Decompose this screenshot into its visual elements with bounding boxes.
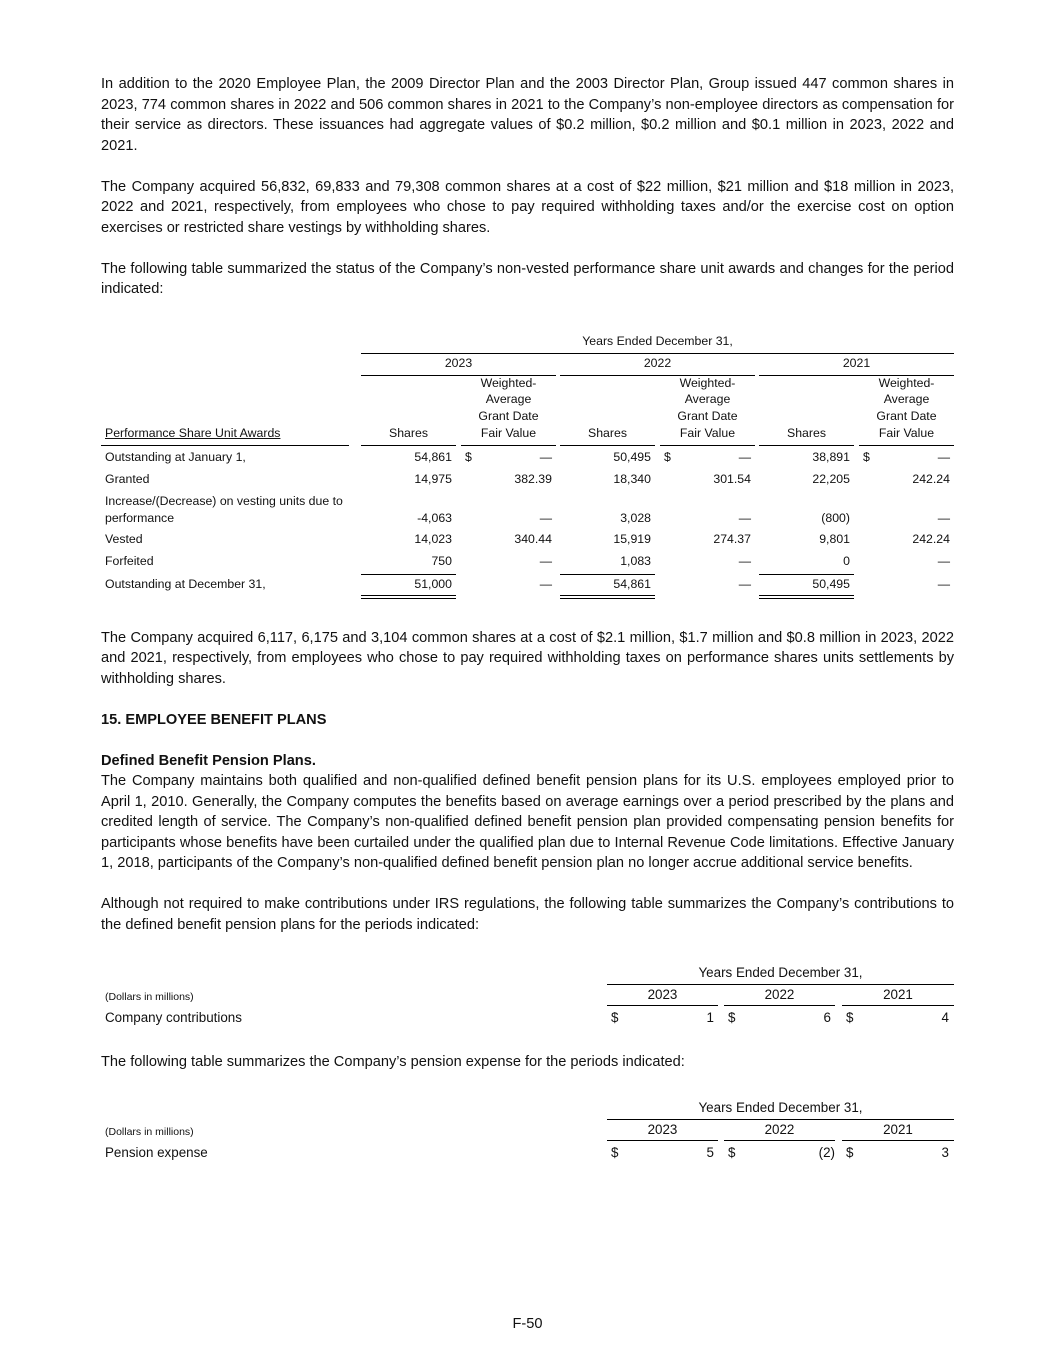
psu-col-fv-2021-line1: Average bbox=[883, 392, 930, 407]
psu-period-header: Years Ended December 31, bbox=[582, 333, 733, 348]
psu-cell-fv: — bbox=[738, 576, 751, 591]
psu-row-label: Outstanding at January 1, bbox=[105, 449, 246, 464]
psu-cell-shares: 54,861 bbox=[414, 449, 452, 464]
contrib-dollar-2021: $ bbox=[846, 1010, 854, 1025]
expense-year-2022: 2022 bbox=[764, 1121, 795, 1137]
psu-cell-shares: 750 bbox=[431, 553, 452, 568]
psu-cell-shares: 51,000 bbox=[414, 576, 452, 591]
page-number: F-50 bbox=[512, 1316, 543, 1332]
psu-cell-fv: 274.37 bbox=[713, 531, 751, 546]
psu-cell-shares: 22,205 bbox=[812, 471, 850, 486]
expense-year-2023: 2023 bbox=[647, 1121, 678, 1137]
expense-dollar-2023: $ bbox=[611, 1144, 619, 1160]
psu-row-label: Vested bbox=[105, 531, 143, 546]
contrib-value-2023: 1 bbox=[706, 1010, 714, 1025]
psu-cell-shares: 3,028 bbox=[620, 510, 651, 525]
psu-cell-fv: 382.39 bbox=[514, 471, 552, 486]
psu-year-2022: 2022 bbox=[643, 355, 672, 370]
contrib-period-header: Years Ended December 31, bbox=[698, 965, 863, 980]
contrib-dollar-2022: $ bbox=[728, 1010, 736, 1025]
psu-col-fv-2022-line3: Fair Value bbox=[679, 425, 736, 440]
psu-col-fv-2023-line3: Fair Value bbox=[480, 425, 537, 440]
section-heading: 15. EMPLOYEE BENEFIT PLANS bbox=[101, 711, 327, 728]
psu-cell-shares: 0 bbox=[843, 553, 850, 568]
psu-row-label: Increase/(Decrease) on vesting units due to bbox=[105, 493, 343, 508]
expense-value-2023: 5 bbox=[706, 1144, 714, 1160]
psu-cell-fv: — bbox=[539, 576, 552, 591]
pension-expense-table bbox=[101, 1100, 954, 1158]
psu-cell-fv: 340.44 bbox=[514, 531, 552, 546]
psu-cell-shares: 50,495 bbox=[613, 449, 651, 464]
contrib-value-2022: 6 bbox=[823, 1010, 831, 1025]
psu-cell-fv: — bbox=[738, 553, 751, 568]
paragraph-expense-intro: The following table summarizes the Company’s pension expense for the periods indicated: bbox=[101, 1054, 685, 1070]
page-content bbox=[101, 74, 954, 1158]
psu-col-shares-2022: Shares bbox=[588, 425, 627, 440]
psu-cell-fv: — bbox=[539, 449, 552, 464]
expense-period-header: Years Ended December 31, bbox=[698, 1099, 863, 1115]
subheading-pension-plans: Defined Benefit Pension Plans. bbox=[101, 752, 316, 769]
psu-row-header: Performance Share Unit Awards bbox=[105, 425, 281, 440]
psu-cell-fv: 242.24 bbox=[912, 471, 950, 486]
psu-cell-fv: 242.24 bbox=[912, 531, 950, 546]
contrib-year-2023: 2023 bbox=[647, 987, 678, 1002]
contrib-year-2022: 2022 bbox=[764, 987, 795, 1002]
psu-cell-dollar: $ bbox=[465, 449, 472, 464]
psu-row-label: performance bbox=[105, 510, 175, 525]
psu-cell-shares: 50,495 bbox=[812, 576, 850, 591]
psu-col-fv-2022-line2: Grant Date bbox=[677, 408, 738, 423]
psu-cell-shares: 54,861 bbox=[613, 576, 651, 591]
psu-cell-shares: 18,340 bbox=[613, 471, 651, 486]
paragraph-pension-plans: The Company maintains both qualified and non-qualified defined benefit pension plans for its U.S. employees employed prior to April 1, 2010. Generally, the Company computes the benefits based on average earnings over a period prescribed by the plans and credited length of service. The Company’s non-qualified defined benefit pension plan provided compensating pension benefits for participants whose benefits have been curtailed under the qualified plan due to Internal Revenue Code limitations. Effective January 1, 2018, participants of the Company’s non-qualified defined benefit pension plan no longer accrue additional service benefits. bbox=[101, 773, 954, 871]
expense-value-2022: (2) bbox=[818, 1144, 835, 1160]
psu-col-fv-2021-line3: Fair Value bbox=[878, 425, 935, 440]
psu-cell-shares: 14,975 bbox=[414, 471, 452, 486]
psu-cell-shares: 9,801 bbox=[819, 531, 850, 546]
psu-cell-shares: 14,023 bbox=[414, 531, 452, 546]
contrib-units: (Dollars in millions) bbox=[105, 991, 194, 1003]
psu-cell-fv: — bbox=[937, 576, 950, 591]
psu-cell-fv: — bbox=[738, 510, 751, 525]
psu-cell-shares: (800) bbox=[821, 510, 850, 525]
expense-value-2021: 3 bbox=[941, 1144, 949, 1160]
expense-dollar-2021: $ bbox=[846, 1144, 854, 1160]
psu-cell-fv: — bbox=[539, 553, 552, 568]
psu-col-fv-2021-line2: Grant Date bbox=[876, 408, 937, 423]
psu-col-fv-2023-line2: Grant Date bbox=[478, 408, 539, 423]
contrib-value-2021: 4 bbox=[941, 1010, 949, 1025]
paragraph-psu-acquired: The Company acquired 6,117, 6,175 and 3,104 common shares at a cost of $2.1 million, $1.7 million and $0.8 million in 2023, 2022 and 2021, respectively, from employees who chose to pay required withholding taxes on performance shares units settlements by withholding shares. bbox=[101, 629, 954, 687]
paragraph-psu-intro: The following table summarized the status of the Company’s non-vested performance share unit awards and changes for the period indicated: bbox=[101, 260, 954, 297]
psu-cell-shares: -4,063 bbox=[417, 510, 452, 525]
psu-cell-shares: 1,083 bbox=[620, 553, 651, 568]
psu-cell-fv: — bbox=[937, 449, 950, 464]
psu-cell-fv: — bbox=[539, 510, 552, 525]
psu-col-shares-2021: Shares bbox=[787, 425, 826, 440]
psu-row-label: Granted bbox=[105, 471, 150, 486]
psu-col-shares-2023: Shares bbox=[389, 425, 428, 440]
paragraph-director-shares: In addition to the 2020 Employee Plan, the 2009 Director Plan and the 2003 Director Plan, Group issued 447 common shares in 2023, 774 common shares in 2022 and 506 common shares in 2021 to the Company’s non-employee directors as compensation for their service as directors. These issuances had aggregate values of $0.2 million, $0.2 million and $0.1 million in 2023, 2022 and 2021. bbox=[101, 76, 954, 154]
psu-row-label: Forfeited bbox=[105, 553, 154, 568]
contrib-dollar-2023: $ bbox=[611, 1010, 619, 1025]
psu-cell-shares: 15,919 bbox=[613, 531, 651, 546]
expense-dollar-2022: $ bbox=[728, 1144, 736, 1160]
expense-year-2021: 2021 bbox=[883, 1121, 913, 1137]
psu-cell-fv: 301.54 bbox=[713, 471, 751, 486]
expense-label: Pension expense bbox=[105, 1144, 208, 1160]
psu-year-2023: 2023 bbox=[444, 355, 473, 370]
expense-units: (Dollars in millions) bbox=[105, 1125, 194, 1138]
psu-row-label: Outstanding at December 31, bbox=[105, 576, 266, 591]
psu-cell-shares: 38,891 bbox=[812, 449, 850, 464]
psu-col-fv-2022-line0: Weighted- bbox=[679, 375, 736, 390]
paragraph-contributions-intro: Although not required to make contributions under IRS regulations, the following table summarizes the Company’s contributions to the defined benefit pension plans for the periods indicated: bbox=[101, 896, 954, 933]
psu-year-2021: 2021 bbox=[842, 355, 871, 370]
contributions-table bbox=[101, 965, 954, 1023]
contrib-label: Company contributions bbox=[105, 1010, 242, 1025]
psu-cell-fv: — bbox=[937, 553, 950, 568]
psu-cell-fv: — bbox=[738, 449, 751, 464]
psu-col-fv-2021-line0: Weighted- bbox=[878, 375, 935, 390]
psu-cell-fv: — bbox=[937, 510, 950, 525]
psu-col-fv-2023-line1: Average bbox=[485, 392, 532, 407]
contrib-year-2021: 2021 bbox=[883, 987, 913, 1002]
psu-col-fv-2022-line1: Average bbox=[684, 392, 731, 407]
psu-table bbox=[101, 334, 954, 604]
psu-col-fv-2023-line0: Weighted- bbox=[480, 375, 537, 390]
paragraph-acquired-shares: The Company acquired 56,832, 69,833 and 79,308 common shares at a cost of $22 million, $21 million and $18 million in 2023, 2022 and 2021, respectively, from employees who chose to pay required withholding taxes and/or the exercise cost on option exercises or restricted share vestings by withholding shares. bbox=[101, 178, 954, 236]
psu-cell-dollar: $ bbox=[863, 449, 870, 464]
psu-cell-dollar: $ bbox=[664, 449, 671, 464]
